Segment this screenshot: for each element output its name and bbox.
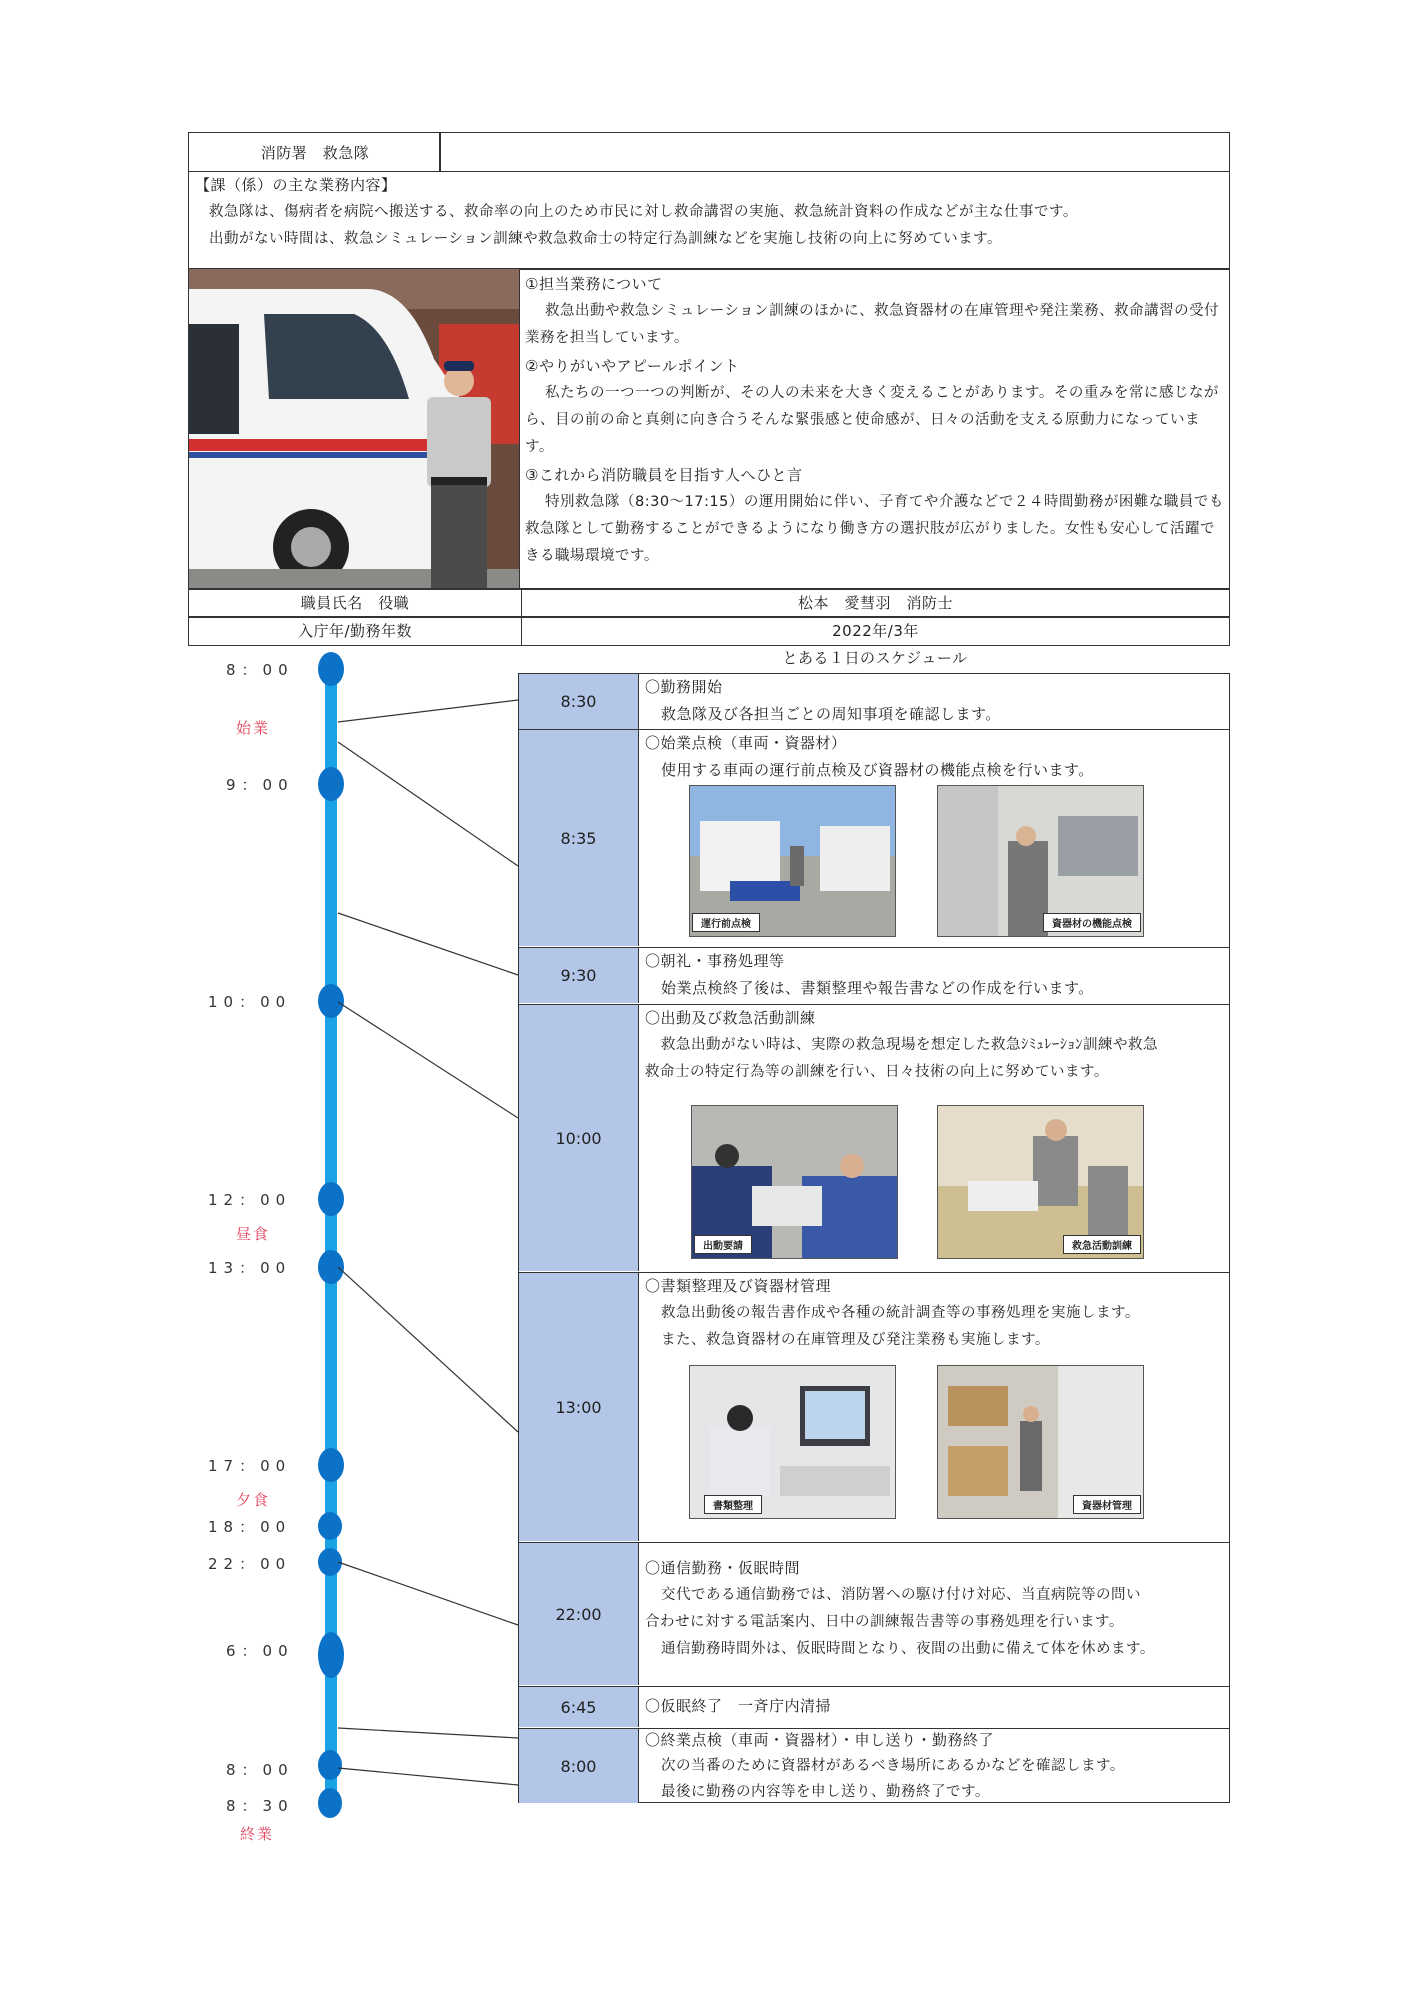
schedule-row [519,1728,1229,1802]
schedule-title: とある１日のスケジュール [782,649,968,667]
photo-caption: 救急活動訓練 [1063,1235,1141,1254]
q1-body: 救急出動や救急シミュレーション訓練のほかに、救急資器材の在庫管理や発注業務、救命講習の受付業務を担当しています。 [525,303,1220,346]
q3-title: ③これから消防職員を目指す人へひと言 [525,466,803,484]
equipment-photo [937,785,1144,937]
staff-year-label: 入庁年/勤務年数 [189,617,522,645]
row-title: 〇始業点検（車両・資器材） [645,734,847,752]
q2-body: 私たちの一つ一つの判断が、その人の未来を大きく変えることがあります。その重みを常に感じながら、目の前の命と真剣に向き合うそんな緊張感と使命感が、日々の活動を支える原動力になっています。 [525,385,1219,455]
q2-title: ②やりがいやアピールポイント [525,357,740,375]
row-title: 〇仮眠終了 一斉庁内清掃 [645,1697,832,1715]
row-body: 通信勤務時間外は、仮眠時間となり、夜間の出動に備えて体を休めます。 [661,1641,1155,1657]
row-time: 22:00 [519,1543,639,1685]
meal-label-lunch: 昼食 [236,1225,271,1243]
staff-name-label: 職員氏名 役職 [189,589,522,617]
training-photo [937,1105,1144,1259]
row-title: 〇朝礼・事務処理等 [645,952,785,970]
row-time: 8:30 [519,674,639,729]
schedule-table [518,673,1230,1803]
schedule-row [519,1542,1229,1686]
row-body: 合わせに対する電話案内、日中の訓練報告書等の事務処理を行います。 [645,1614,1124,1630]
row-time: 8:00 [519,1729,639,1803]
schedule-row [519,1686,1229,1728]
row-body: 救急出動後の報告書作成や各種の統計調査等の事務処理を実施します。 [661,1305,1140,1321]
row-body: 救命士の特定行為等の訓練を行い、日々技術の向上に努めています。 [645,1064,1109,1080]
duties-line1: 救急隊は、傷病者を病院へ搬送する、救命率の向上のため市民に対し救命講習の実施、救急統計資料の作成などが主な仕事です。 [209,204,1078,220]
duties-line2: 出動がない時間は、救急シミュレーション訓練や救急救命士の特定行為訓練などを実施し技術の向上に努めています。 [209,231,1002,247]
time-label: 22：00 [208,1555,292,1573]
schedule-row [519,1272,1229,1542]
meal-label-dinner: 夕食 [236,1491,271,1509]
supplies-photo [937,1365,1144,1519]
row-time: 6:45 [519,1687,639,1727]
duties-heading: 【課（係）の主な業務内容】 [195,176,397,194]
dispatch-photo [691,1105,898,1259]
meal-label-start: 始業 [236,719,271,737]
photo-caption: 資器材管理 [1073,1495,1141,1514]
time-label: 9：00 [226,776,294,794]
row-time: 9:30 [519,948,639,1003]
row-time: 10:00 [519,1005,639,1271]
schedule-row [519,729,1229,947]
time-label: 8：00 [226,661,294,679]
row-body: 使用する車両の運行前点検及び資器材の機能点検を行います。 [661,761,1094,779]
row-time: 13:00 [519,1273,639,1541]
row-time: 8:35 [519,730,639,946]
inspection-photo [689,785,896,937]
time-label: 13：00 [208,1259,292,1277]
time-label: 12：00 [208,1191,292,1209]
row-body: 救急出動がない時は、実際の救急現場を想定した救急ｼﾐｭﾚｰｼｮﾝ訓練や救急 [661,1037,1158,1053]
q3-body: 特別救急隊（8:30～17:15）の運用開始に伴い、子育てや介護などで２４時間勤務が困難な職員でも救急隊として勤務することができるようになり働き方の選択肢が広がりました。女性も安心して活躍できる職場環境です。 [525,494,1224,564]
time-label: 18：00 [208,1518,292,1536]
row-title: 〇書類整理及び資器材管理 [645,1277,832,1295]
row-body: 交代である通信勤務では、消防署への駆け付け対応、当直病院等の問い [661,1587,1141,1603]
photo-caption: 運行前点検 [692,913,760,932]
schedule-row [519,674,1229,729]
row-title: 〇出動及び救急活動訓練 [645,1009,816,1027]
time-label: 17：00 [208,1457,292,1475]
row-body: 次の当番のために資器材があるべき場所にあるかなどを確認します。 [661,1758,1125,1774]
q1-title: ①担当業務について [525,275,663,293]
time-label: 10：00 [208,993,292,1011]
schedule-row [519,1004,1229,1272]
photo-caption: 資器材の機能点検 [1043,913,1141,932]
row-title: 〇勤務開始 [645,678,723,696]
row-body: また、救急資器材の在庫管理及び発注業務も実施します。 [661,1332,1050,1348]
row-body: 救急隊及び各担当ごとの周知事項を確認します。 [661,705,1001,723]
row-body: 始業点検終了後は、書類整理や報告書などの作成を行います。 [661,979,1094,997]
meal-label-end: 終業 [240,1825,275,1843]
paperwork-photo [689,1365,896,1519]
row-body: 最後に勤務の内容等を申し送り、勤務終了です。 [661,1784,990,1800]
staff-name-value: 松本 愛彗羽 消防士 [797,594,953,612]
time-label: 6：00 [226,1642,294,1660]
row-title: 〇通信勤務・仮眠時間 [645,1559,801,1577]
schedule-row [519,947,1229,1004]
staff-year-value: 2022年/3年 [832,622,919,640]
row-title: 〇終業点検（車両・資器材）・申し送り・勤務終了 [645,1731,995,1749]
photo-caption: 出動要請 [694,1235,752,1254]
time-label: 8：30 [226,1797,294,1815]
dept-label: 消防署 救急隊 [260,144,370,162]
time-label: 8：00 [226,1761,294,1779]
photo-caption: 書類整理 [704,1495,762,1514]
